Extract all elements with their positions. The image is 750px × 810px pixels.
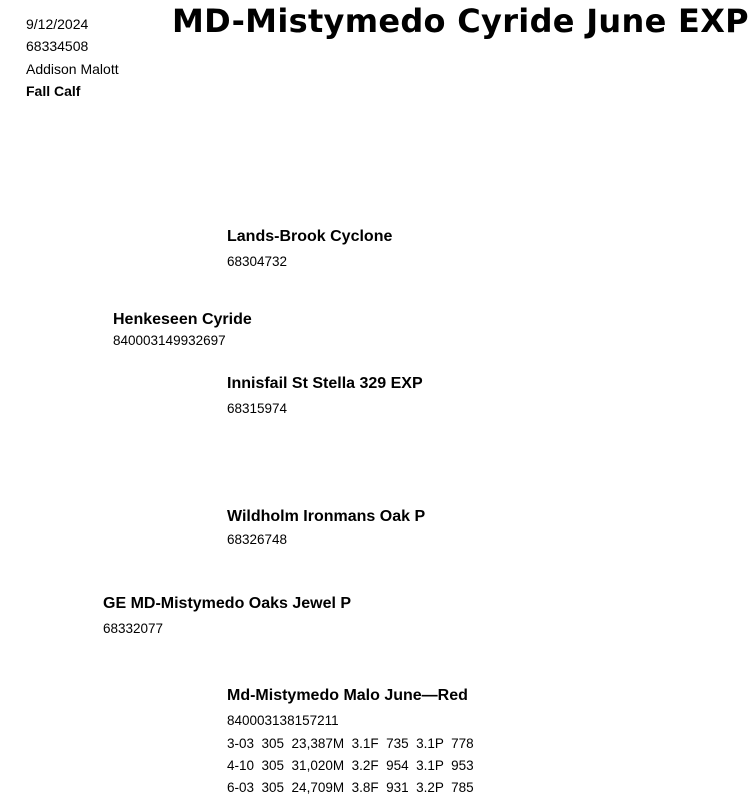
date: 9/12/2024 xyxy=(26,16,89,32)
maternal-granddam-reg: 840003138157211 xyxy=(227,713,339,728)
sire-reg: 840003149932697 xyxy=(113,333,226,348)
class-category: Fall Calf xyxy=(26,83,81,99)
paternal-granddam-name: Innisfail St Stella 329 EXP xyxy=(227,375,423,392)
registration-number: 68334508 xyxy=(26,38,89,54)
paternal-grandsire-name: Lands-Brook Cyclone xyxy=(227,228,393,245)
maternal-grandsire-name: Wildholm Ironmans Oak P xyxy=(227,508,426,525)
paternal-grandsire-reg: 68304732 xyxy=(227,254,288,269)
sire-name: Henkeseen Cyride xyxy=(113,311,252,328)
dam-reg: 68332077 xyxy=(103,621,164,636)
page-title: MD-Mistymedo Cyride June EXP xyxy=(172,2,749,40)
owner-name: Addison Malott xyxy=(26,61,119,77)
production-record: 3-03 305 23,387M 3.1F 735 3.1P 778 xyxy=(227,736,474,751)
production-record: 6-03 305 24,709M 3.8F 931 3.2P 785 xyxy=(227,780,474,795)
paternal-granddam-reg: 68315974 xyxy=(227,401,288,416)
maternal-grandsire-reg: 68326748 xyxy=(227,532,288,547)
maternal-granddam-name: Md-Mistymedo Malo June—Red xyxy=(227,687,468,704)
production-record: 4-10 305 31,020M 3.2F 954 3.1P 953 xyxy=(227,758,474,773)
dam-name: GE MD-Mistymedo Oaks Jewel P xyxy=(103,595,352,612)
